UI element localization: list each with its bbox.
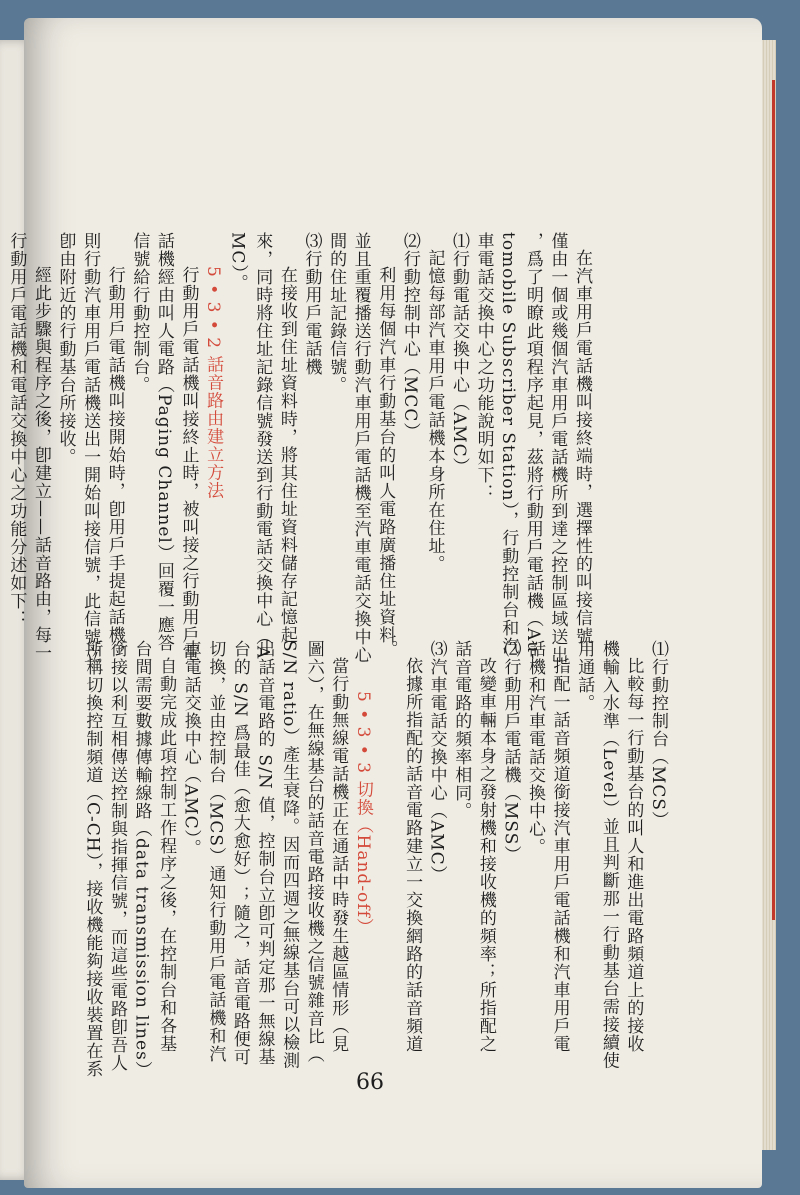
paragraph-line: 行動用戶電話機叫接終止時，被叫接之行動用戶電 [178, 266, 199, 662]
mcs-item-line: 用通話。 [574, 640, 595, 712]
mcc-item-line: ⑵行動控制中心（MCC） [399, 232, 420, 441]
mobile-item-line: 來，同時將住址記錄信號發送到行動電話交換中心（A [252, 232, 273, 660]
paragraph-line: 所稱切換控制頻道（C-CH），接收機能夠接收裝置在系 [82, 640, 103, 1079]
paragraph-line: 卽由附近的行動基台所接收。 [55, 232, 76, 466]
mcc-item-line: 間的住址記錄信號。 [326, 232, 347, 394]
paragraph-line: 當行動無線電話機正在通話中時發生越區情形（見 [328, 657, 349, 1053]
section-heading-5-3-3: 5 • 3 • 3 切換（Hand-off） [352, 691, 373, 936]
paragraph-line: 台間需要數據傳輸線路（data transmission lines） [131, 640, 152, 1079]
red-edge-rule [772, 80, 775, 920]
mcs-item-line: 機輸入水準（Level）並且判斷那一行動基台需接續使 [598, 640, 619, 1070]
lower-text-block [80, 640, 670, 1079]
mss-item-line: ⑵行動用戶電話機（MSS） [500, 640, 521, 864]
paragraph-line: 指配一話音頻道銜接汽車用戶電話機和汽車用戶電 [549, 657, 570, 1053]
paragraph-line: 車電話交換中心（AMC）。 [180, 640, 201, 858]
mcc-item-line: 並且重覆播送行動汽車用戶電話機至汽車電話交換中心 [350, 232, 371, 664]
paragraph-line: 在汽車用戶電話機叫接終端時，選擇性的叫接信號 [572, 249, 592, 645]
paragraph-line: 行動用戶電話機和電話交換中心之功能分述如下： [6, 232, 27, 628]
paragraph-line: 信號給行動控制台。 [129, 232, 150, 394]
page-number: 66 [356, 1070, 384, 1095]
paragraph-line: 則行動汽車用戶電話機送出一開始叫接信號，此信號立 [80, 232, 101, 664]
mcc-item-line: 利用每個汽車行動基台的叫人電路廣播住址資料 [375, 266, 396, 644]
amc-item-line: ⑶汽車電話交換中心（AMC） [426, 640, 447, 884]
amc-item-line: 依據所指配的話音電路建立一交換網路的話音頻道 [402, 657, 423, 1053]
amc-item-line: ⑴行動電話交換中心（AMC） [449, 232, 470, 476]
paragraph-line: 話機經由叫人電路（Paging Channel）回覆一應答 [153, 232, 174, 652]
paragraph-line: 銜接以利互相傳送控制與指揮信號，而這些電路卽吾人 [106, 640, 127, 1072]
section-heading-5-3-2: 5 • 3 • 2 話音路由建立方法 [203, 266, 224, 500]
mobile-item-line: 在接收到住址資料時，將其住址資料儲存記憶起 [276, 266, 297, 644]
paragraph-line: 圖六），在無線基台的話音電路接收機之信號雜音比（ [303, 640, 324, 1064]
paragraph-line: 自動完成此項控制工作程序之後，在控制台和各基 [156, 657, 177, 1053]
paragraph-line: ，爲了明瞭此項程序起見，茲將行動用戶電話機（Au- [522, 232, 543, 660]
mcs-item-line: ⑴行動控制台（MCS） [648, 640, 668, 830]
paragraph-line: S/N ratio）產生衰降。因而四週之無線基台可以檢測 [279, 640, 300, 1070]
amc-item-line: 。 [377, 640, 398, 658]
paragraph-line: 行動用戶電話機叫接開始時，卽用戶手提起話機， [104, 266, 125, 662]
mobile-item-line: ⑶行動用戶電話機 [301, 232, 322, 376]
paragraph-line: 出話音電路的 S/N 值，控制台立卽可判定那一無線基 [254, 640, 275, 1067]
amc-item-line: 記憶每部汽車用戶電話機本身所在住址。 [424, 249, 445, 573]
paragraph-line: 話機和汽車電話交換中心。 [525, 640, 546, 856]
mss-item-line: 話音電路的頻率相同。 [451, 640, 472, 820]
paragraph-line: 僅由一個或幾個汽車用戶電話機所到達之控制區域送出 [547, 232, 568, 664]
upper-text-block [4, 232, 594, 664]
paragraph-line: 切換，並由控制台（MCS）通知行動用戶電話機和汽 [205, 640, 226, 1064]
mcs-item-line: 比較每一行動基台的叫人和進出電路頻道上的接收 [623, 657, 644, 1053]
mss-item-line: 改變車輛本身之發射機和接收機的頻率；所指配之 [475, 657, 496, 1053]
paragraph-line: 經此步驟與程序之後，卽建立——話音路由，每一 [30, 266, 51, 662]
paragraph-line: tomobile Subscriber Station），行動控制台和汽 [498, 232, 519, 655]
paragraph-line: 台的 S/N 爲最佳（愈大愈好）；隨之，話音電路便可 [229, 640, 250, 1067]
mobile-item-line: MC）。 [227, 232, 248, 292]
paragraph-line: 車電話交換中心之功能說明如下： [473, 232, 494, 502]
